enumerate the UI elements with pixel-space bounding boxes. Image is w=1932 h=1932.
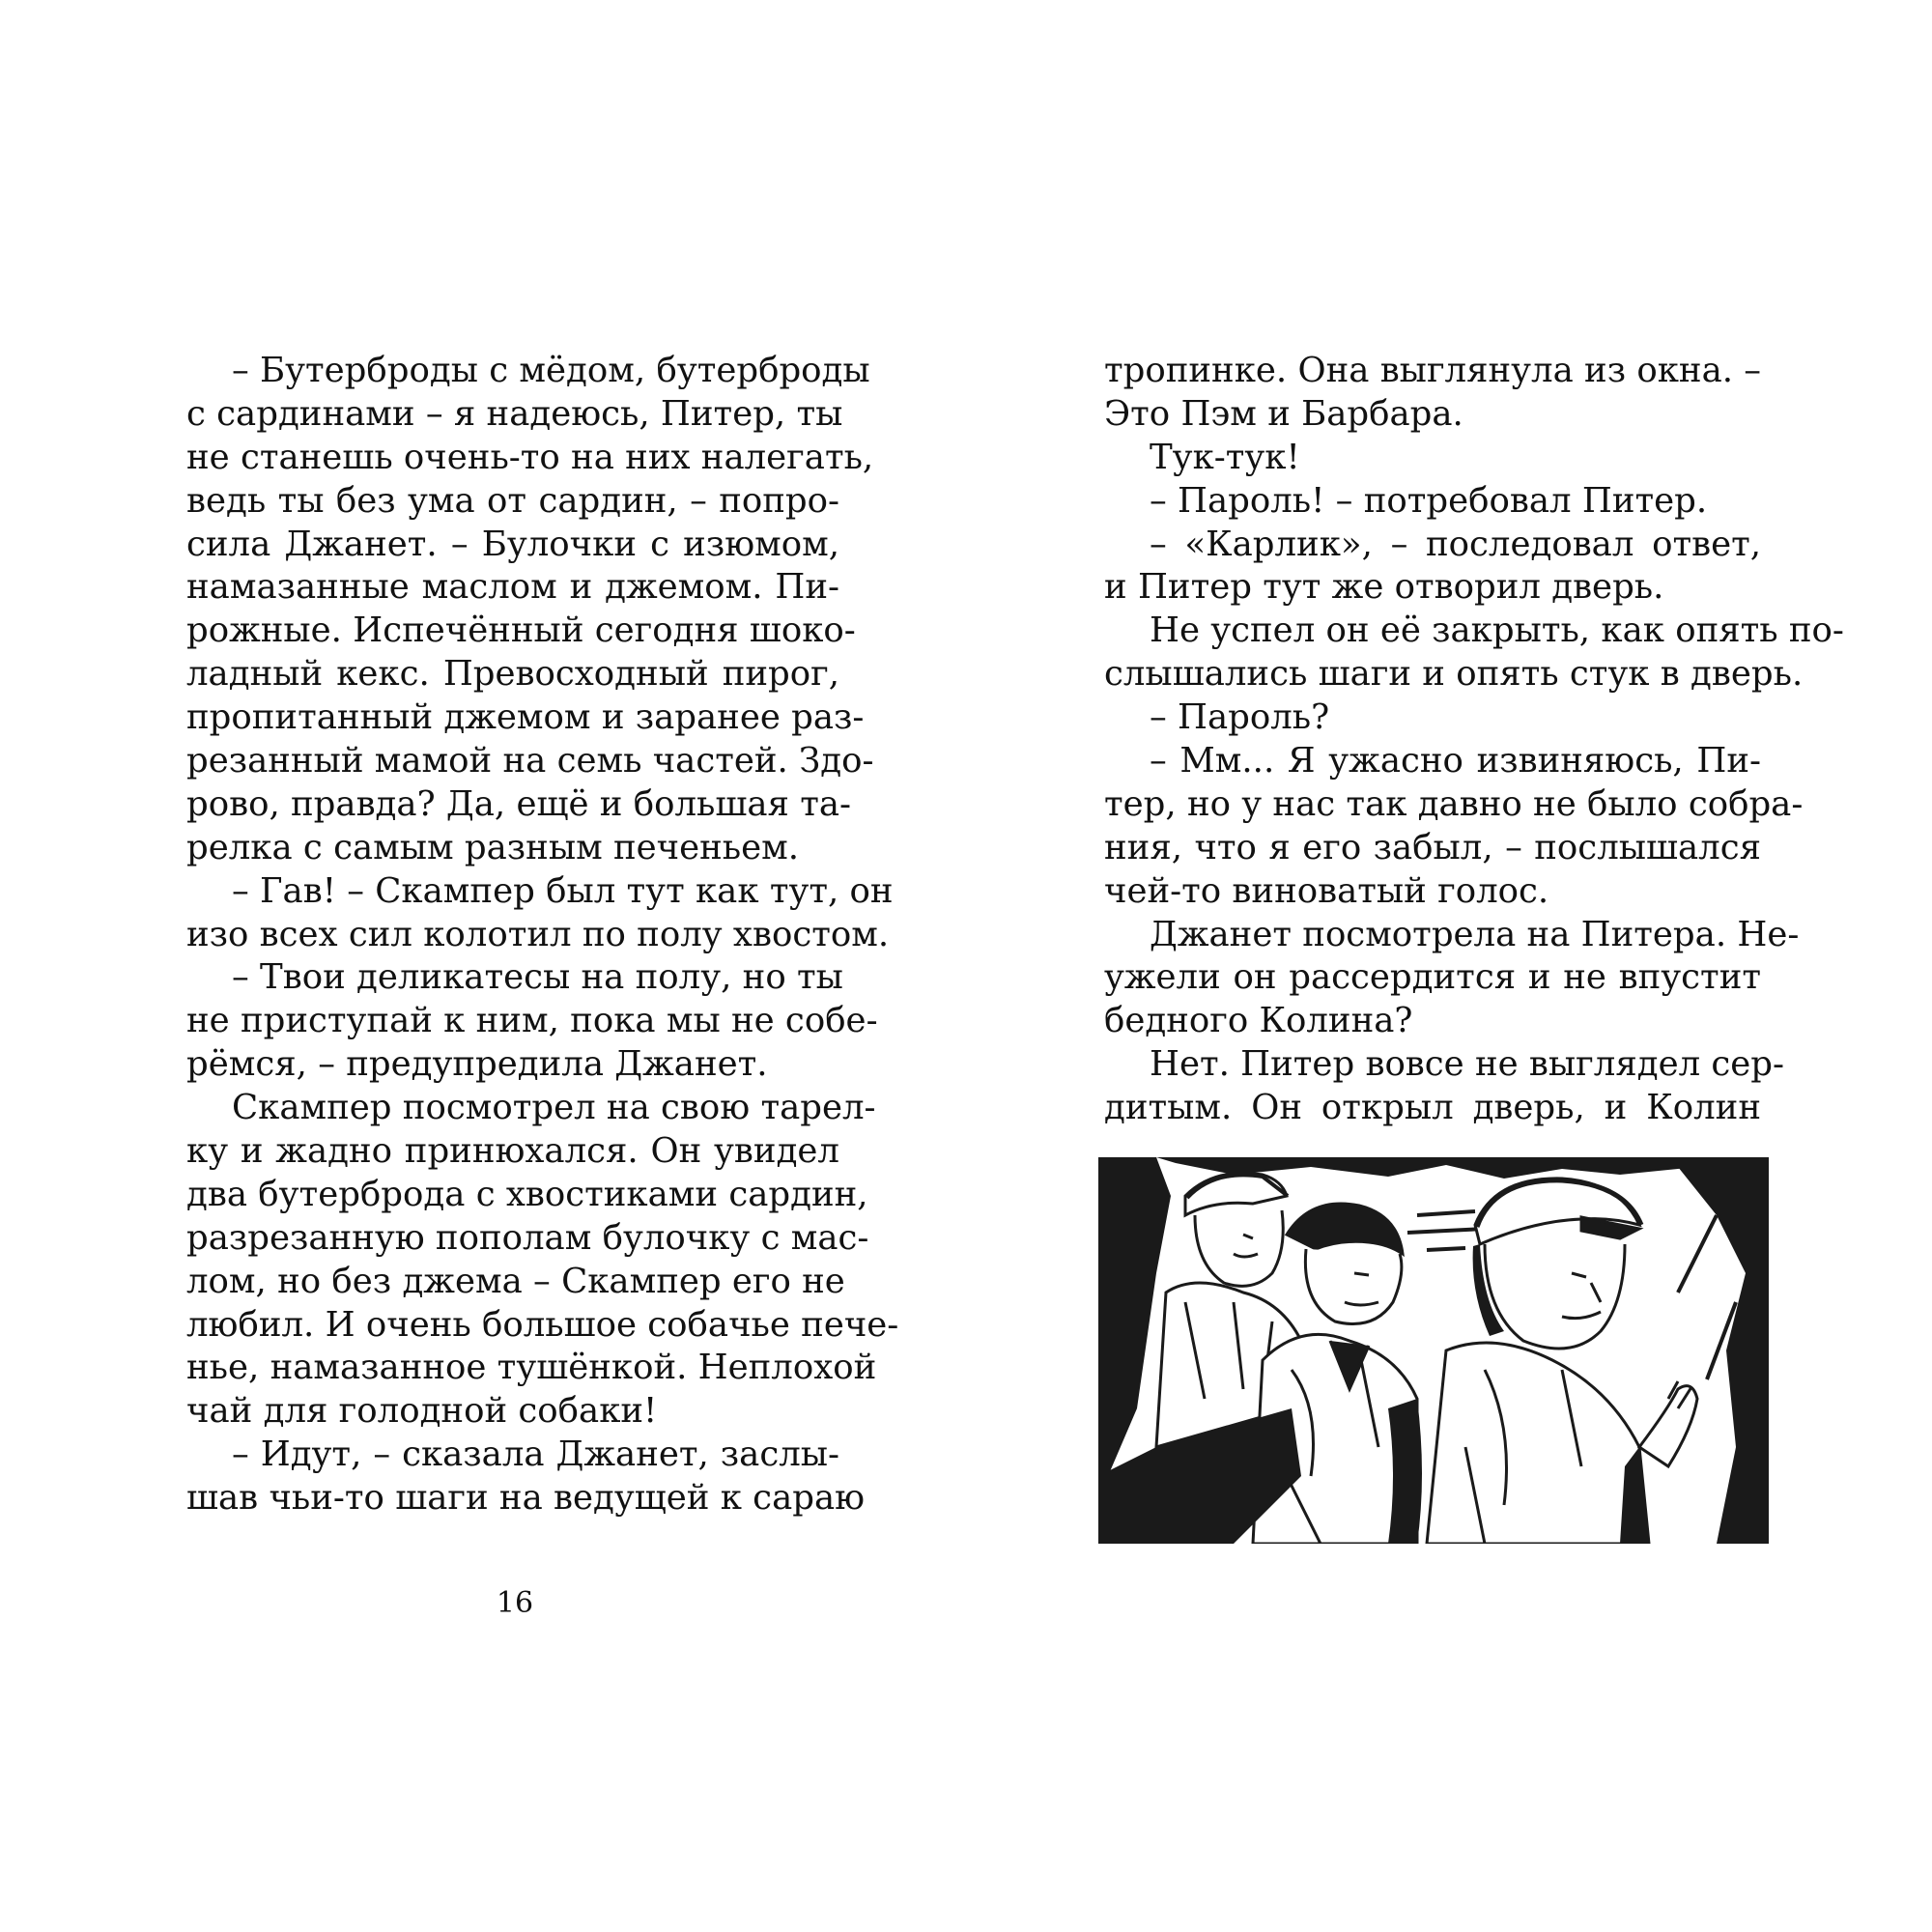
text-line: лом, но без джема – Скампер его не [186, 1261, 845, 1301]
text-line: не станешь очень-то на них налегать, [186, 437, 874, 477]
text-line: изо всех сил колотил по полу хвостом. [186, 914, 890, 954]
text-line: – Бутерброды с мёдом, бутерброды [232, 351, 870, 390]
text-line: Нет. Питер вовсе не выглядел сер- [1150, 1044, 1785, 1085]
text-line: тропинке. Она выглянула из окна. – [1104, 351, 1762, 390]
text-line: слышались шаги и опять стук в дверь. [1104, 654, 1804, 695]
text-line: чай для голодной собаки! [186, 1391, 658, 1432]
text-line: сила Джанет. – Булочки с изюмом, [186, 524, 839, 564]
text-line: – Мм... Я ужасно извиняюсь, Пи- [1150, 741, 1761, 781]
text-line: – Пароль! – потребовал Питер. [1150, 480, 1708, 521]
text-line: разрезанную пополам булочку с мас- [186, 1217, 869, 1258]
text-line: ужели он рассердится и не впустит [1104, 957, 1761, 998]
text-line: намазанные маслом и джемом. Пи- [186, 567, 839, 608]
text-line: релка с самым разным печеньем. [186, 827, 800, 867]
text-line: – Твои деликатесы на полу, но ты [232, 957, 843, 998]
text-line: – Пароль? [1150, 697, 1330, 738]
text-line: Это Пэм и Барбара. [1104, 393, 1463, 434]
text-line: с сардинами – я надеюсь, Питер, ты [186, 393, 843, 434]
text-line: ния, что я его забыл, – послышался [1104, 827, 1761, 867]
background-shadow-right [1678, 1167, 1769, 1544]
text-line: рово, правда? Да, ещё и большая та- [186, 783, 852, 824]
text-line: не приступай к ним, пока мы не собе- [186, 1001, 878, 1041]
text-line: – Гав! – Скампер был тут как тут, он [232, 870, 894, 911]
text-line: – Идут, – сказала Джанет, заслы- [232, 1435, 839, 1475]
text-line: резанный мамой на семь частей. Здо- [186, 741, 874, 781]
text-line: – «Карлик», – последовал ответ, [1150, 524, 1761, 564]
text-line: чей-то виноватый голос. [1104, 870, 1549, 911]
text-line: пропитанный джемом и заранее раз- [186, 697, 865, 738]
page-number: 16 [496, 1586, 534, 1620]
text-line: и Питер тут же отворил дверь. [1104, 567, 1664, 608]
text-line: Тук-тук! [1150, 437, 1300, 477]
figure-boy-right [1427, 1179, 1697, 1544]
text-line: Джанет посмотрела на Питера. Не- [1150, 914, 1800, 954]
text-line: ведь ты без ума от сардин, – попро- [186, 480, 839, 521]
text-line: два бутерброда с хвостиками сардин, [186, 1174, 868, 1214]
text-line: дитым. Он открыл дверь, и Колин [1104, 1088, 1761, 1128]
text-line: ку и жадно принюхался. Он увидел [186, 1131, 839, 1172]
right-page-text [1104, 350, 1844, 1130]
text-line: Не успел он её закрыть, как опять по- [1150, 611, 1844, 651]
text-line: бедного Колина? [1104, 1001, 1413, 1041]
text-line: любил. И очень большое собачье пече- [186, 1304, 899, 1345]
text-line: Скампер посмотрел на свою тарел- [232, 1088, 876, 1128]
text-line: рёмся, – предупредила Джанет. [186, 1044, 768, 1085]
children-illustration [1098, 1157, 1769, 1544]
left-page-text [186, 350, 899, 1520]
text-line: ладный кекс. Превосходный пирог, [186, 654, 839, 695]
text-line: нье, намазанное тушёнкой. Неплохой [186, 1348, 877, 1388]
text-line: шав чьи-то шаги на ведущей к сараю [186, 1478, 866, 1519]
text-line: рожные. Испечённый сегодня шоко- [186, 611, 856, 651]
text-line: тер, но у нас так давно не было собра- [1104, 783, 1804, 824]
